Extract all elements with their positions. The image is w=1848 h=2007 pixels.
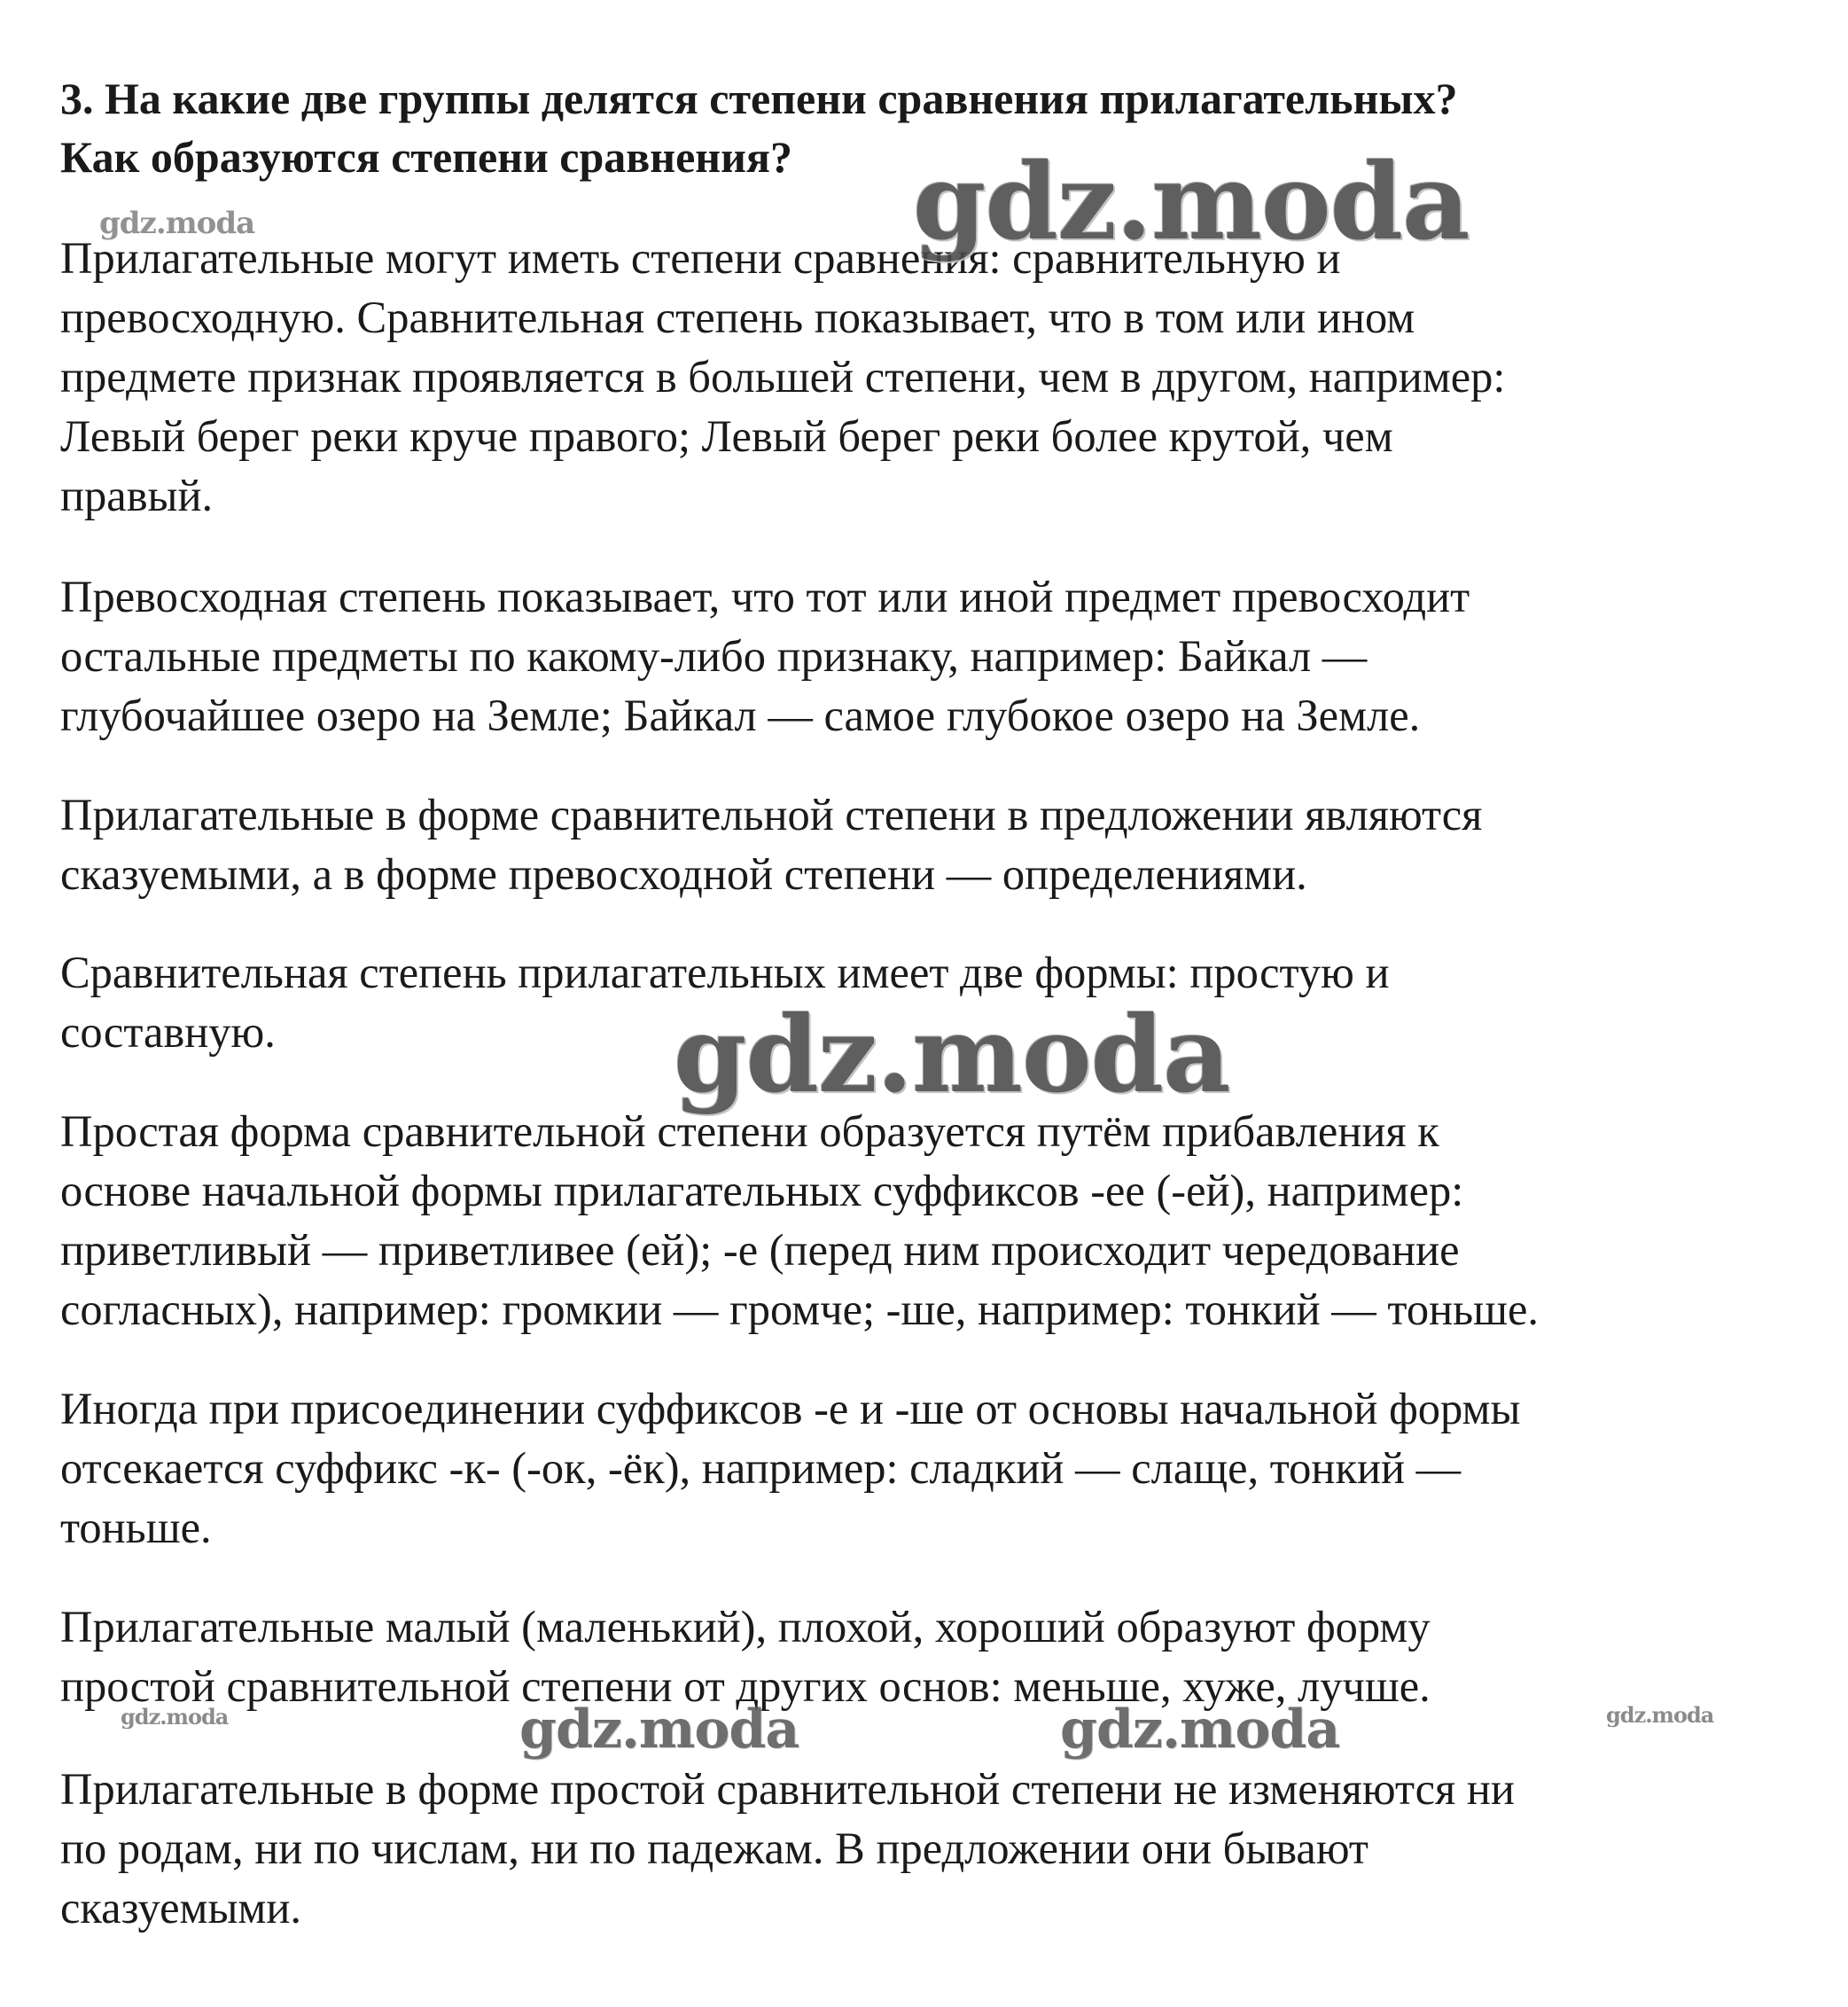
paragraph-degrees-intro (60, 229, 1815, 526)
text-line: Прилагательные в форме простой сравнительной степени не изменяются ни (60, 1764, 1515, 1814)
text-line: предмете признак проявляется в большей степени, чем в другом, например: (60, 352, 1506, 402)
text-line: Прилагательные могут иметь степени сравнения: сравнительную и (60, 233, 1341, 283)
watermark-logo: gdz.moda (121, 1704, 229, 1730)
text-line: глубочайшее озеро на Земле; Байкал — самое глубокое озеро на Земле. (60, 691, 1421, 740)
paragraph-suppletive (60, 1597, 1815, 1716)
paragraph-suffix-truncation (60, 1379, 1815, 1558)
watermark-logo: gdz.moda (519, 1699, 799, 1761)
text-line: Простая форма сравнительной степени образуется путём прибавления к (60, 1106, 1439, 1156)
text-line: остальные предметы по какому-либо признаку, например: Байкал — (60, 631, 1368, 681)
text-line: составную. (60, 1007, 276, 1057)
text-line: Левый берег реки круче правого; Левый берег реки более крутой, чем (60, 411, 1393, 461)
text-line: превосходную. Сравнительная степень показывает, что в том или ином (60, 293, 1415, 342)
paragraph-syntax-role (60, 785, 1815, 904)
text-line: Иногда при присоединении суффиксов -е и -ше от основы начальной формы (60, 1384, 1521, 1433)
paragraph-simple-form (60, 1102, 1815, 1339)
text-line: Прилагательные малый (маленький), плохой, хороший образуют форму (60, 1602, 1431, 1652)
text-line: Превосходная степень показывает, что тот или иной предмет превосходит (60, 572, 1470, 621)
watermark-logo: gdz.moda (674, 993, 1230, 1116)
text-line: сказуемыми, а в форме превосходной степени — определениями. (60, 849, 1307, 899)
text-line: Прилагательные в форме сравнительной степени в предложении являются (60, 790, 1483, 840)
text-line: тоньше. (60, 1503, 212, 1552)
text-line: правый. (60, 471, 214, 520)
watermark-logo: gdz.moda (1606, 1702, 1714, 1728)
watermark-logo: gdz.moda (99, 206, 255, 241)
watermark-logo: gdz.moda (1060, 1699, 1340, 1761)
paragraph-superlative (60, 567, 1815, 746)
text-line: сказуемыми. (60, 1883, 301, 1933)
text-line: по родам, ни по числам, ни по падежам. В предложении они бывают (60, 1823, 1368, 1873)
text-line: Сравнительная степень прилагательных имеет две формы: простую и (60, 948, 1390, 997)
question-line: Как образуются степени сравнения? (60, 132, 792, 182)
text-line: приветливый — приветливее (ей); -е (перед ним происходит чередование (60, 1225, 1460, 1275)
text-line: основе начальной формы прилагательных суффиксов -ее (-ей), например: (60, 1166, 1464, 1215)
text-line: отсекается суффикс -к- (-ок, -ёк), например: сладкий — слаще, тонкий — (60, 1443, 1462, 1493)
paragraph-invariable (60, 1760, 1815, 1938)
watermark-logo: gdz.moda (913, 140, 1470, 263)
question-line: 3. На какие две группы делятся степени сравнения прилагательных? (60, 74, 1458, 123)
text-line: простой сравнительной степени от других основ: меньше, хуже, лучше. (60, 1661, 1431, 1711)
text-line: согласных), например: громкии — громче; -ше, например: тонкий — тоньше. (60, 1285, 1540, 1334)
